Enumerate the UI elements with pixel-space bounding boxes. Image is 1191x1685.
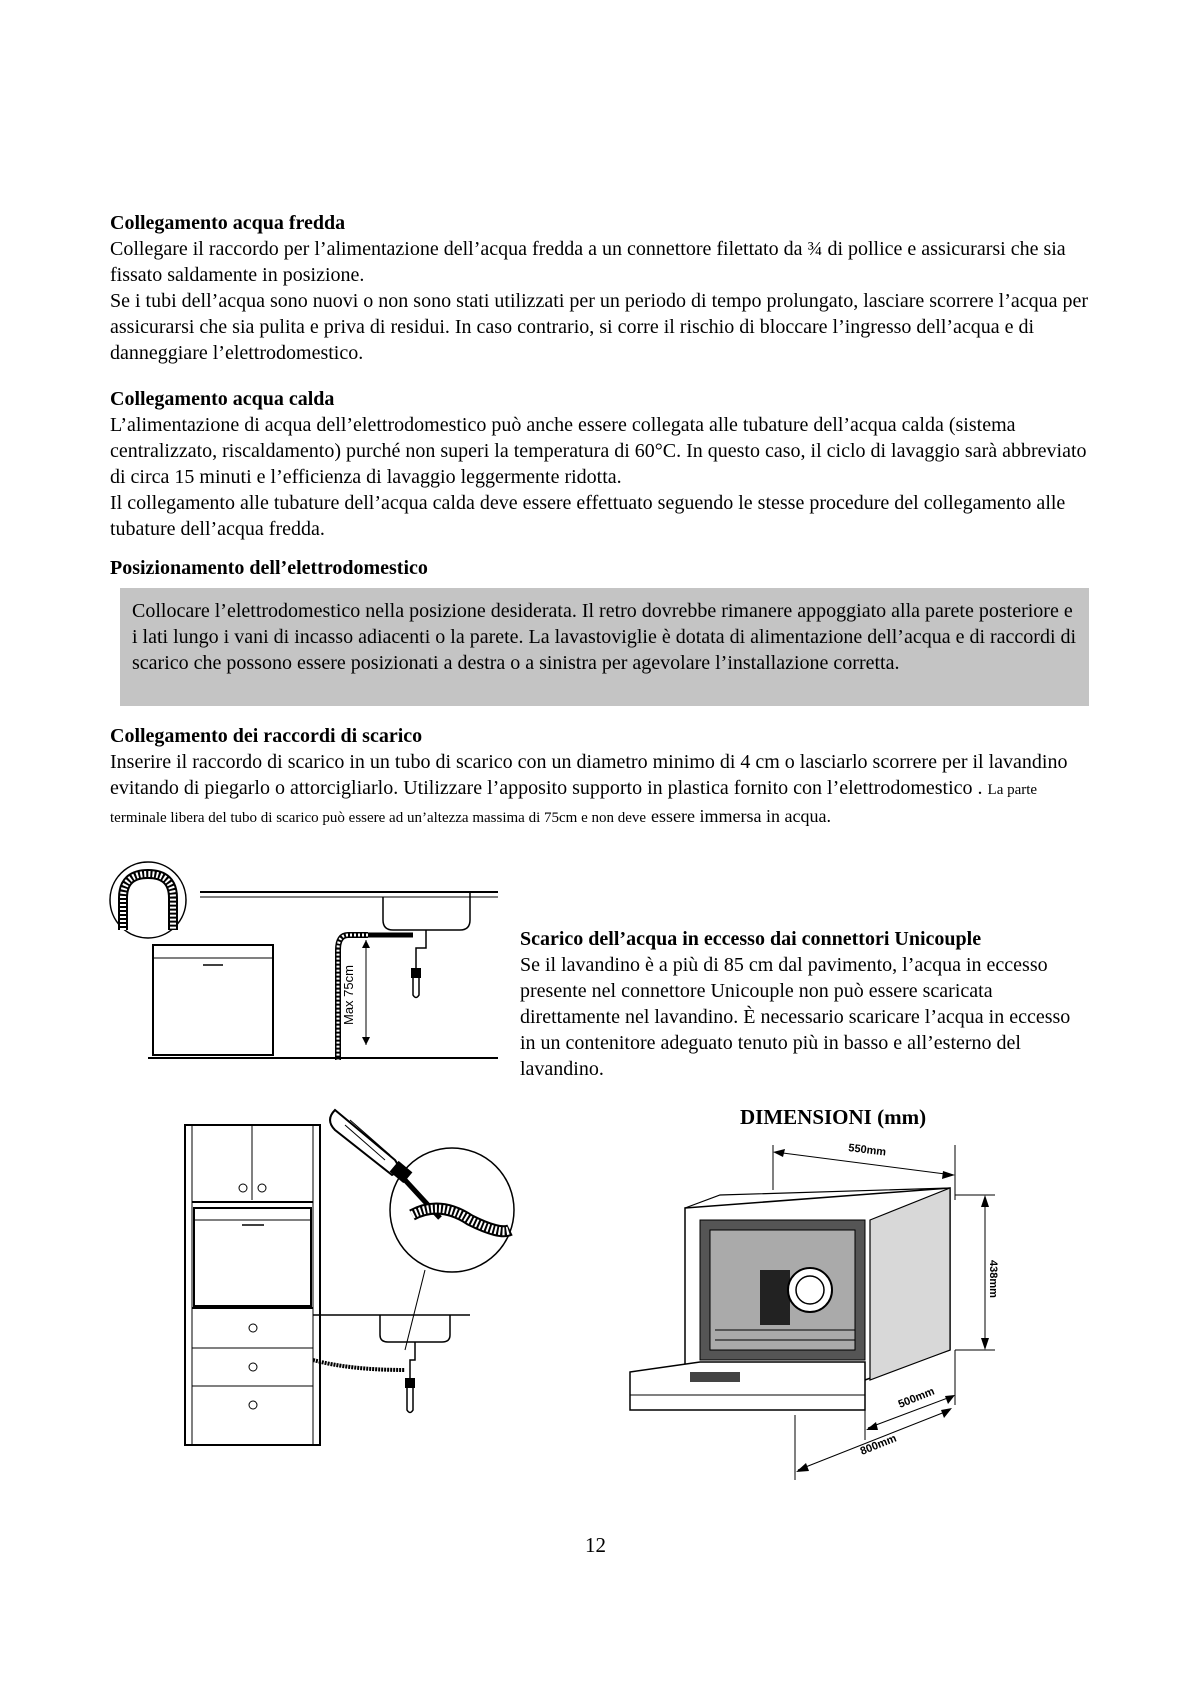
section-excess-water (520, 926, 1080, 1082)
width-label: 550mm (847, 1142, 887, 1159)
section-title: Posizionamento dell’elettrodomestico (110, 557, 428, 579)
paragraph: Collocare l’elettrodomestico nella posizione desiderata. Il retro dovrebbe rimanere appoggiato alla parete posteriore e i lati lungo i vani di incasso adiacenti o la parete. La lavastoviglie è dotata di alimentazione dell’acqua e di raccordi di scarico che possono essere posizionati a destra o a sinistra per agevolare l’installazione corretta. (132, 600, 1077, 674)
cabinet-installation-diagram (180, 1120, 540, 1450)
shaded-note-box (120, 588, 1089, 706)
paragraph: Se il lavandino è a più di 85 cm dal pavimento, l’acqua in eccesso presente nel connettore Unicouple non può essere scaricata direttamente nel lavandino. È necessario scaricare l’acqua in eccesso in un contenitore adeguato tenuto più in basso e all’esterno del lavandino. (520, 954, 1071, 1080)
section-hot-water (110, 386, 1090, 542)
dimensions-diagram (610, 1140, 1010, 1490)
section-title: Collegamento dei raccordi di scarico (110, 725, 423, 747)
paragraph: Se i tubi dell’acqua sono nuovi o non sono stati utilizzati per un periodo di tempo prolungato, lasciare scorrere l’acqua per assicurarsi che sia pulita e priva di residui. In caso contrario, si corre il rischio di bloccare l’ingresso dell’acqua e di danneggiare l’elettrodomestico. (110, 290, 1089, 364)
open-depth-label: 800mm (858, 1432, 899, 1458)
paragraph: Collegare il raccordo per l’alimentazione dell’acqua fredda a un connettore filettato da ¾ di pollice e assicurarsi che sia fissato saldamente in posizione. (110, 238, 1066, 286)
section-drain (110, 723, 1090, 831)
paragraph: L’alimentazione di acqua dell’elettrodomestico può anche essere collegata alle tubature dell’acqua calda (sistema centralizzato, riscaldamento) purché non superi la temperatura di 60°C. In questo caso, il ciclo di lavaggio sarà abbreviato di circa 15 minuti e l’efficienza di lavaggio leggermente ridotta. (110, 414, 1087, 488)
max-height-label: Max 75cm (341, 965, 356, 1025)
paragraph-end: essere immersa in acqua. (651, 806, 831, 826)
section-title: Collegamento acqua fredda (110, 212, 346, 234)
paragraph (110, 749, 1090, 831)
section-title: Scarico dell’acqua in eccesso dai connettori Unicouple (520, 928, 982, 950)
drain-height-diagram (108, 860, 508, 1060)
height-label: 438mm (987, 1260, 999, 1298)
dimensions-title: DIMENSIONI (mm) (740, 1105, 927, 1129)
paragraph-small-note: La parte terminale libera del tubo di scarico può essere ad un’altezza massima di 75cm e non deve (110, 782, 1038, 826)
paragraph: Il collegamento alle tubature dell’acqua calda deve essere effettuato seguendo le stesse procedure del collegamento alle tubature dell’acqua fredda. (110, 492, 1066, 540)
section-title: Collegamento acqua calda (110, 388, 335, 410)
hose-hook-detail (110, 862, 186, 938)
section-positioning-title (110, 555, 1090, 581)
page-number: 12 (585, 1533, 606, 1557)
section-cold-water (110, 210, 1090, 366)
depth-label: 500mm (896, 1385, 937, 1411)
paragraph-main: Inserire il raccordo di scarico in un tubo di scarico con un diametro minimo di 4 cm o lasciarlo scorrere per il lavandino evitando di piegarlo o attorcigliarlo. Utilizzare l’apposito supporto in plastica fornito con l’elettrodomestico . (110, 751, 1068, 799)
